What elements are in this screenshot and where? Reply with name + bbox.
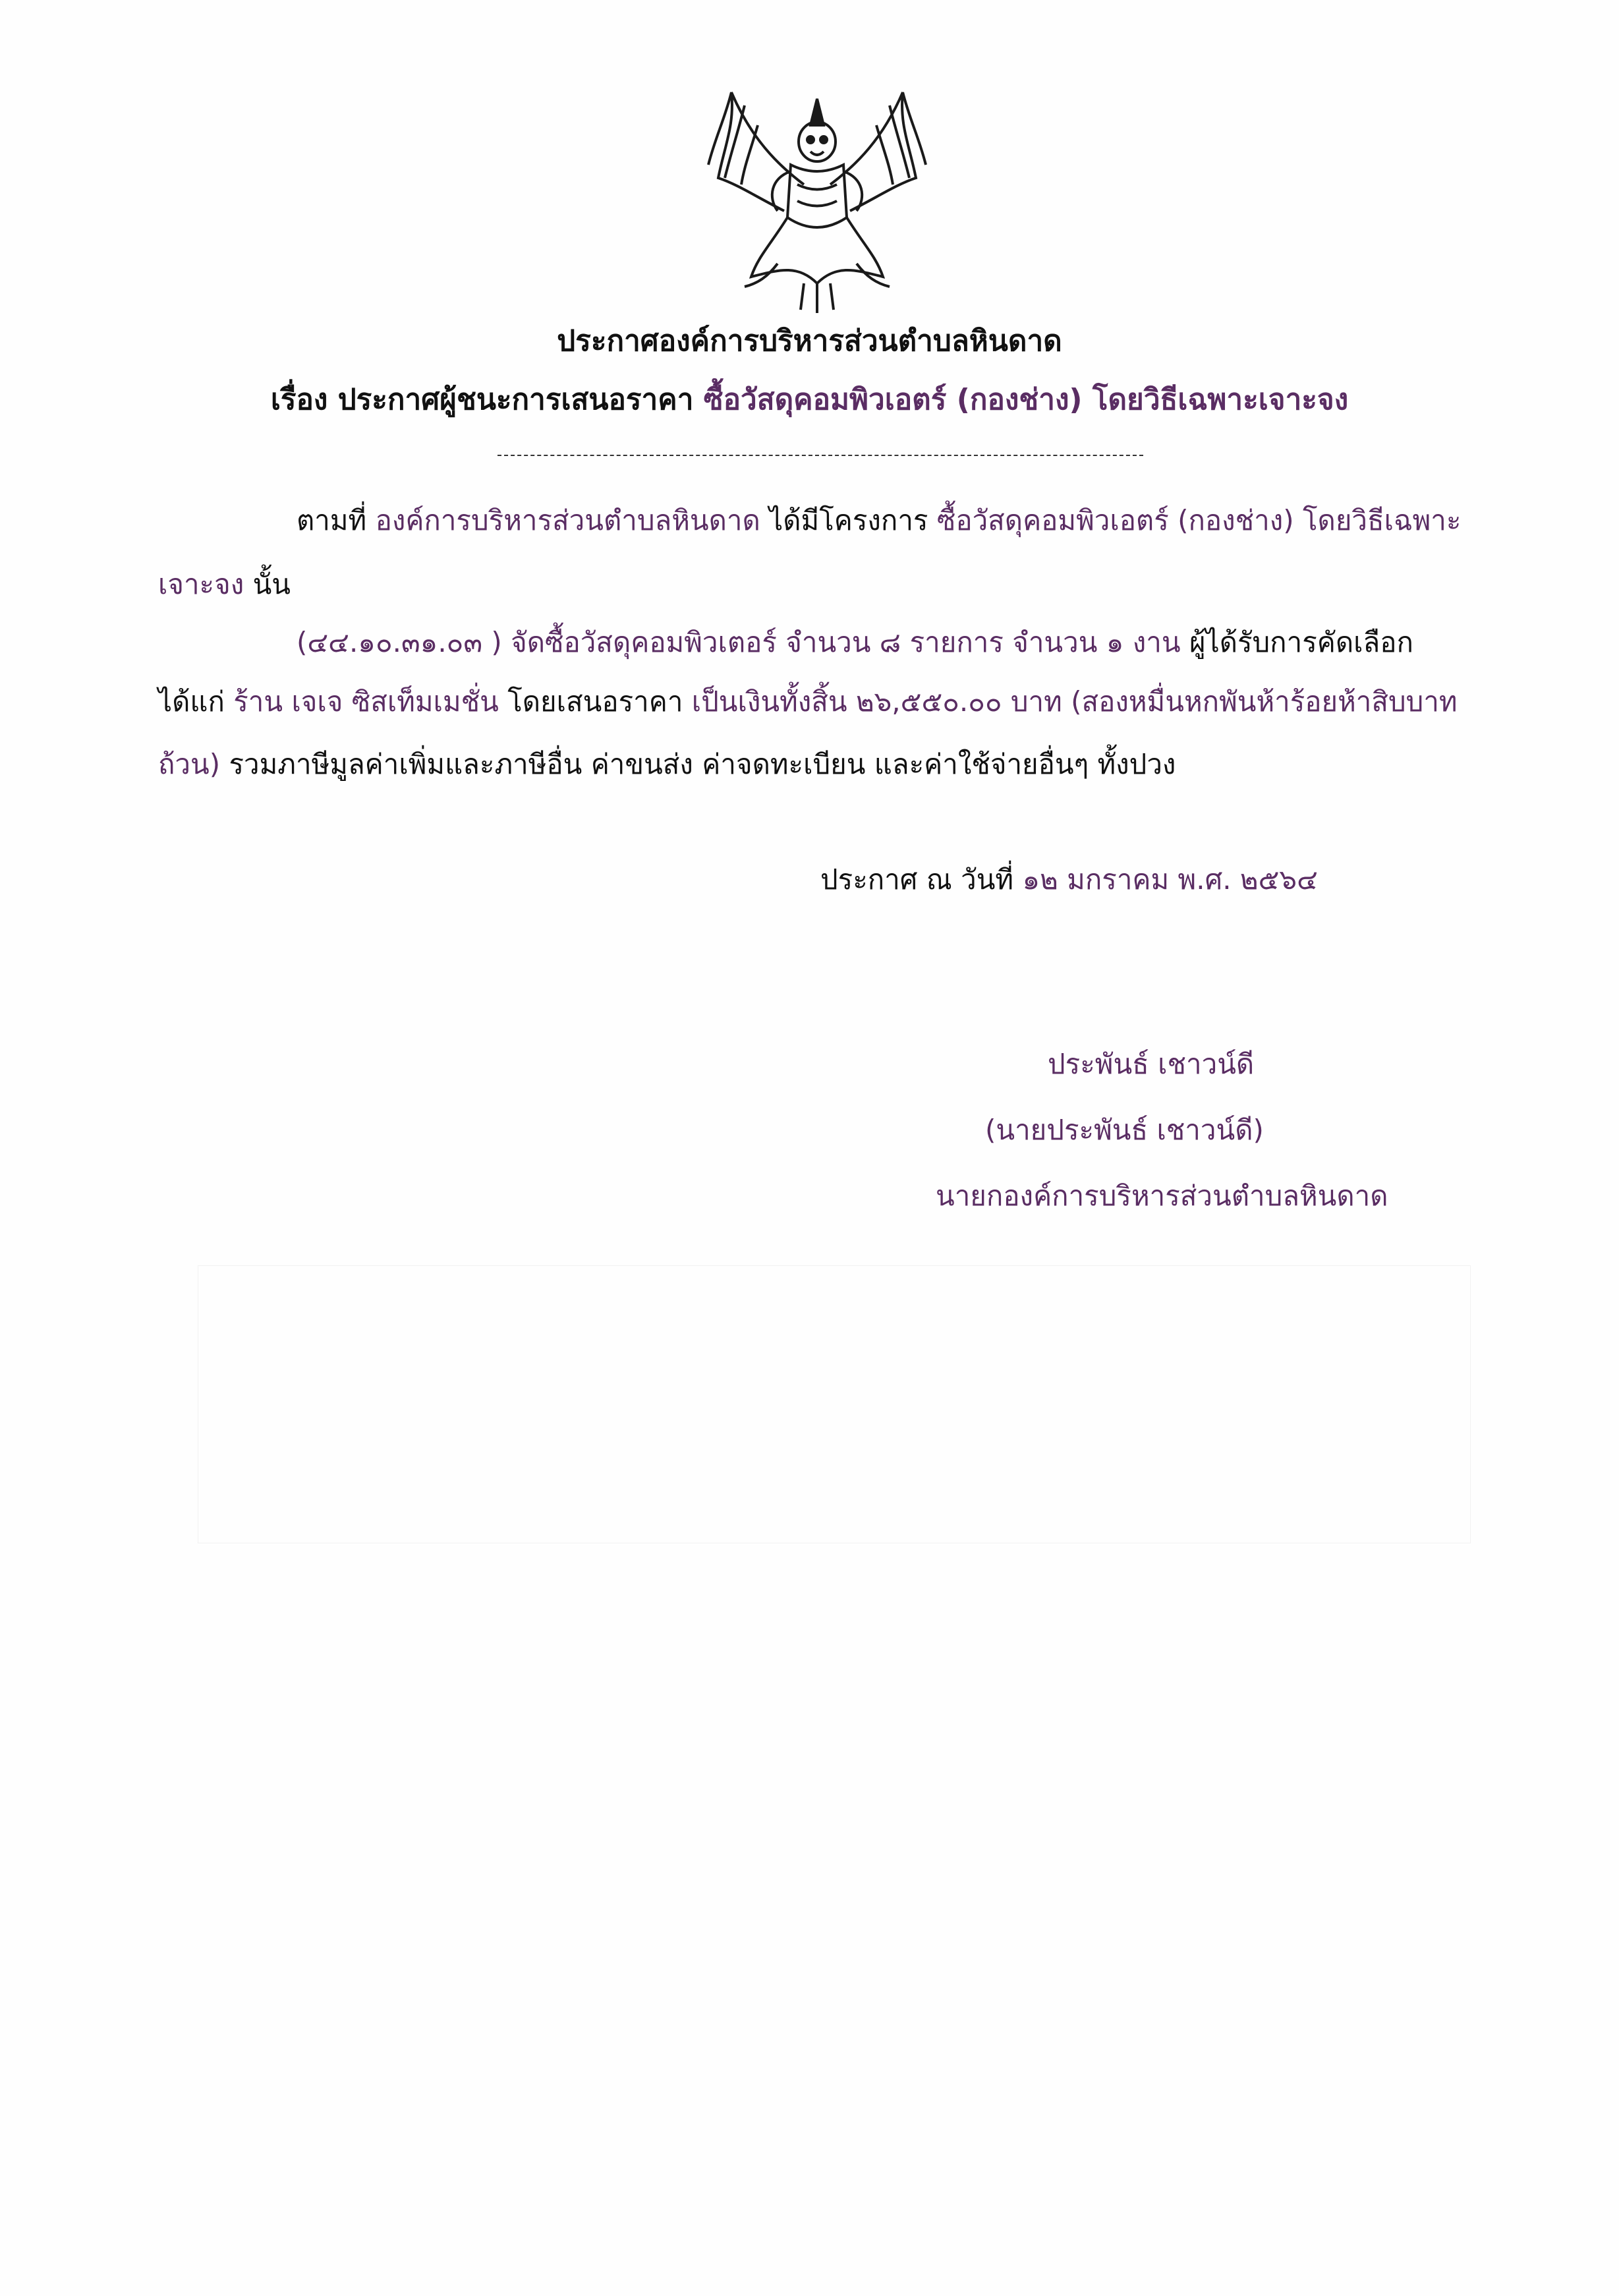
faint-scan-artifact xyxy=(198,1265,1471,1543)
subject-prefix: เรื่อง ประกาศผู้ชนะการเสนอราคา xyxy=(270,383,704,416)
p1-project: ซื้อวัสดุคอมพิวเอตร์ (กองช่าง) โดยวิธีเฉพาะ xyxy=(936,504,1462,536)
paragraph-1 xyxy=(297,501,1461,540)
announcement-header xyxy=(0,322,1619,361)
p1-label: ตามที่ xyxy=(297,504,376,536)
signatory-name: (นายประพันธ์ เชาวน์ดี) xyxy=(985,1114,1264,1146)
p1-continuation-end: นั้น xyxy=(244,568,291,600)
header-divider xyxy=(497,455,1143,456)
garuda-emblem-icon xyxy=(705,86,929,316)
p1-continuation-project: เจาะจง xyxy=(158,568,244,600)
paragraph-1-continuation xyxy=(158,565,291,604)
signatory-position: นายกองค์การบริหารส่วนตำบลหินดาด xyxy=(936,1180,1388,1212)
p4-amount-continuation: ถ้วน) xyxy=(158,748,221,780)
p2-selected-label: ผู้ได้รับการคัดเลือก xyxy=(1180,626,1413,658)
header-organization: ประกาศองค์การบริหารส่วนตำบลหินดาด xyxy=(557,324,1062,358)
subject-project: ซื้อวัสดุคอมพิวเอตร์ (กองช่าง) โดยวิธีเฉพาะเจาะจง xyxy=(703,383,1349,416)
p3-amount: เป็นเงินทั้งสิ้น ๒๖,๕๕๐.๐๐ บาท (สองหมื่นหกพันห้าร้อยห้าสิบบาท xyxy=(691,685,1458,718)
p1-middle: ได้มีโครงการ xyxy=(760,504,937,536)
announcement-date xyxy=(820,860,1318,900)
paragraph-2-line-3 xyxy=(158,745,1176,784)
date-label: ประกาศ ณ วันที่ xyxy=(820,863,1023,896)
p3-middle: โดยเสนอราคา xyxy=(498,685,692,718)
paragraph-2 xyxy=(297,623,1413,662)
p2-item: (๔๔.๑๐.๓๑.๐๓ ) จัดซื้อวัสดุคอมพิวเตอร์ จำนวน ๘ รายการ จำนวน ๑ งาน xyxy=(297,626,1181,658)
paragraph-2-line-2 xyxy=(158,682,1458,722)
p4-rest: รวมภาษีมูลค่าเพิ่มและภาษีอื่น ค่าขนส่ง ค่าจดทะเบียน และค่าใช้จ่ายอื่นๆ ทั้งปวง xyxy=(220,748,1176,780)
signature: ประพันธ์ เชาวน์ดี xyxy=(1048,1048,1255,1080)
announcement-subject xyxy=(0,380,1619,420)
p3-vendor: ร้าน เจเจ ซิสเท็มเมชั่น xyxy=(233,685,499,718)
date-value: ๑๒ มกราคม พ.ศ. ๒๕๖๔ xyxy=(1022,863,1318,896)
p3-label: ได้แก่ xyxy=(158,685,234,718)
p1-organization: องค์การบริหารส่วนตำบลหินดาด xyxy=(375,504,760,536)
